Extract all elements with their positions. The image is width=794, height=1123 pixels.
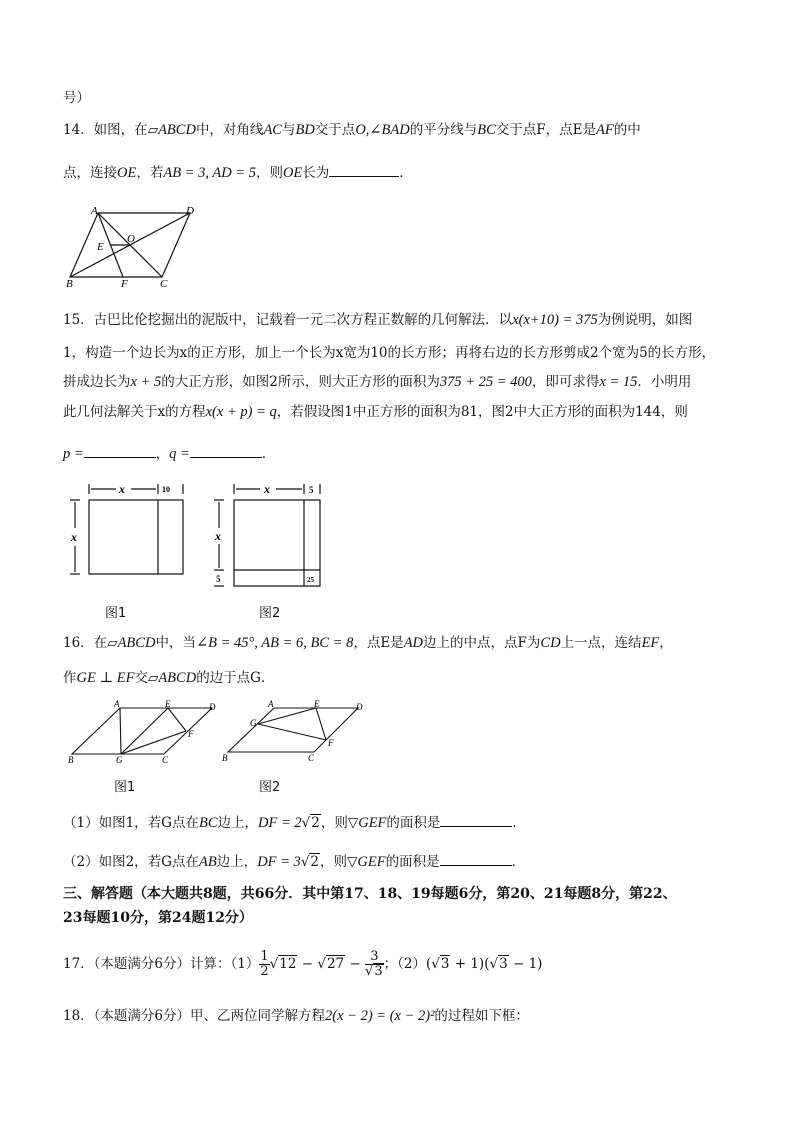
svg-text:G: G bbox=[116, 755, 123, 765]
q16-sub2: （2）如图2，若G点在AB边上，DF = 3√2，则▽GEF的面积是 ． bbox=[63, 851, 525, 872]
q14-figure bbox=[66, 203, 206, 289]
svg-text:F: F bbox=[328, 738, 334, 748]
q16-line2: 作GE ⊥ EF交▱ABCD的边于点G． bbox=[63, 670, 275, 686]
q16-figure2 bbox=[218, 698, 368, 766]
sqrt-symbol: √ bbox=[301, 815, 311, 831]
sqrt-symbol: √ bbox=[269, 956, 279, 972]
svg-text:E: E bbox=[165, 699, 171, 709]
svg-text:x: x bbox=[215, 529, 221, 543]
svg-text:x: x bbox=[264, 482, 270, 496]
parallelogram-symbol: ▱ bbox=[147, 670, 159, 686]
fraction-three-over-root3: $\frac{3}{√3}$ bbox=[365, 949, 383, 979]
svg-text:A: A bbox=[91, 205, 98, 217]
q16-sub1: （1）如图1，若G点在BC边上，DF = 2√2，则▽GEF的面积是 ． bbox=[63, 812, 526, 833]
svg-text:F: F bbox=[188, 729, 194, 739]
triangle-symbol: ▽ bbox=[347, 854, 358, 870]
q14-line2: 点，连接OE，若AB = 3, AD = 5，则OE长为 ． bbox=[63, 162, 413, 183]
q15-line3: 拼成边长为x + 5的大正方形，如图2所示，则大正方形的面积为375 + 25 = 400，即可求得x = 15．小明用 bbox=[63, 374, 692, 390]
sqrt-symbol: √ bbox=[431, 956, 440, 972]
q14-line1: 14．如图，在▱ABCD中，对角线AC与BD交于点O,∠BAD的平分线与BC交于点F，点E是AF的中 bbox=[63, 122, 641, 138]
svg-text:B: B bbox=[68, 755, 74, 765]
q16-fig1-caption: 图1 bbox=[114, 780, 136, 795]
sqrt-symbol: √ bbox=[365, 964, 374, 979]
svg-text:C: C bbox=[162, 755, 169, 765]
q15-figure1 bbox=[66, 478, 196, 582]
svg-text:G: G bbox=[250, 718, 257, 728]
q17-line: 17．（本题满分6分）计算：（1） $\frac{1}{2}$ √12 − √27 − $\frac{3}{√3}$ ；（2）(√3 + 1)(√3 − 1) bbox=[63, 949, 543, 979]
q15-figure2 bbox=[210, 478, 330, 592]
section3-heading-line1: 三、解答题（本大题共8题，共66分．其中第17、18、19每题6分，第20、21每题8分，第22、 bbox=[63, 886, 677, 902]
svg-text:A: A bbox=[268, 699, 274, 709]
q15-fig2-caption: 图2 bbox=[259, 606, 281, 621]
sqrt-symbol: √ bbox=[300, 854, 310, 870]
q16-figure1 bbox=[66, 698, 226, 766]
answer-blank-q bbox=[190, 443, 262, 458]
q18-line: 18．（本题满分6分）甲、乙两位同学解方程2(x − 2) = (x − 2)²的过程如下框： bbox=[63, 1008, 529, 1024]
svg-text:D: D bbox=[356, 702, 363, 712]
q15-line4: 此几何法解关于x的方程x(x + p) = q，若假设图1中正方形的面积为81，图2中大正方形的面积为144，则 bbox=[63, 404, 688, 420]
answer-blank bbox=[329, 162, 399, 177]
triangle-symbol: ▽ bbox=[347, 815, 359, 831]
svg-text:x: x bbox=[119, 482, 125, 496]
answer-blank-p bbox=[84, 443, 156, 458]
parallelogram-symbol: ▱ bbox=[147, 122, 159, 138]
svg-text:B: B bbox=[222, 753, 228, 763]
q15-line5: p = ，q = ． bbox=[63, 443, 275, 464]
svg-text:B: B bbox=[66, 278, 73, 289]
svg-text:5: 5 bbox=[309, 485, 314, 495]
svg-text:A: A bbox=[114, 699, 120, 709]
svg-text:5: 5 bbox=[216, 574, 221, 584]
svg-text:D: D bbox=[209, 702, 216, 712]
svg-text:10: 10 bbox=[162, 485, 170, 494]
answer-blank bbox=[440, 851, 512, 866]
svg-text:E: E bbox=[97, 241, 104, 253]
fraction-half: $\frac{1}{2}$ bbox=[260, 949, 269, 979]
svg-text:F: F bbox=[121, 278, 128, 289]
svg-text:E: E bbox=[314, 699, 320, 709]
section3-heading-line2: 23每题10分，第24题12分） bbox=[63, 910, 253, 926]
svg-text:O: O bbox=[127, 233, 135, 245]
svg-text:D: D bbox=[186, 205, 194, 217]
q16-fig2-caption: 图2 bbox=[259, 780, 281, 795]
q15-line1: 15．古巴比伦挖掘出的泥版中，记载着一元二次方程正数解的几何解法．以x(x+10) = 375为例说明，如图 bbox=[63, 312, 693, 328]
answer-blank bbox=[440, 812, 512, 827]
sqrt-symbol: √ bbox=[317, 956, 326, 972]
parallelogram-symbol: ▱ bbox=[107, 635, 118, 651]
top-fragment: 号） bbox=[63, 90, 90, 106]
sqrt-symbol: √ bbox=[489, 956, 499, 972]
q16-line1: 16．在▱ABCD中，当∠B = 45°, AB = 6, BC = 8，点E是AD边上的中点，点F为CD上一点，连结EF， bbox=[63, 635, 673, 651]
svg-text:C: C bbox=[308, 753, 315, 763]
svg-text:C: C bbox=[160, 278, 168, 289]
svg-text:x: x bbox=[71, 530, 77, 544]
q15-line2: 1，构造一个边长为x的正方形，加上一个长为x宽为10的长方形；再将右边的长方形剪成2个宽为5的长方形， bbox=[63, 345, 716, 361]
svg-text:25: 25 bbox=[307, 576, 314, 584]
q15-fig1-caption: 图1 bbox=[105, 606, 127, 621]
